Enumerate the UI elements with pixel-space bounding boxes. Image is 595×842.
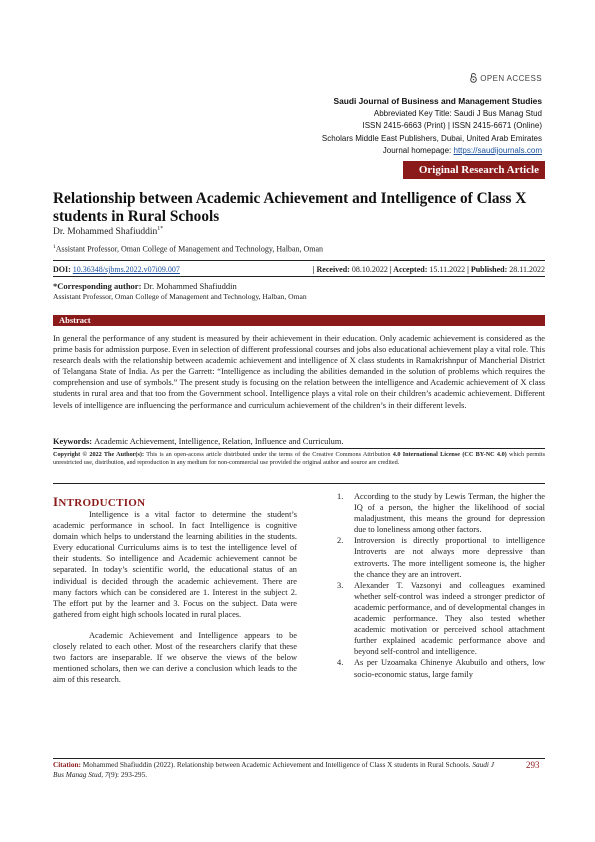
divider-top <box>53 260 545 261</box>
keywords: Keywords: Academic Achievement, Intelligence, Relation, Influence and Curriculum. <box>53 437 344 446</box>
open-access-label: OPEN ACCESS <box>480 73 542 83</box>
open-access-badge <box>470 73 542 83</box>
abstract-text: In general the performance of any student is measured by their achievement in their education. Only academic achievement is considered as the prime basis for admission purpose. Even in selection of different professional courses and jobs also educational achievement play a vital role. This research deals with the relationship between academic achievement and intelligence of X class students in Ramakrishnpur of Mancherial District of Telangana State of India. As per the Garrett: “Intelligence as including the abilities demanded in the solution of problems which requires the comprehension and use of symbols.” The present study is focusing on the relation between the intelligence and Academic achievement of X class students in rural area and that too from the Government school. Intelligence plays a vital role on their children’s academic achievement. Different levels of intelligence are influencing the performance and curriculum achievement of the children’s in their different levels. <box>53 334 545 410</box>
introduction-heading: INTRODUCTION <box>53 494 146 509</box>
author-superscript: 1* <box>157 226 164 232</box>
list-item: 1. According to the study by Lewis Terman, the higher the IQ of a person, the higher the likelihood of social maladjustment, this means the ground for depression due to loneliness among other factors. <box>337 492 545 535</box>
journal-abbrev: Abbreviated Key Title: Saudi J Bus Manag Stud <box>373 108 542 118</box>
page-number: 293 <box>526 760 540 770</box>
divider-keywords <box>53 448 545 449</box>
footer-divider <box>53 758 545 759</box>
doi-link[interactable]: 10.36348/sjbms.2022.v07i09.007 <box>72 265 180 274</box>
intro-paragraph-2: Academic Achievement and Intelligence appears to be closely related to each other. Most of the researchers clarify that these two factors are inseparable. If we observe the views of the below mentioned scholars, then we can derive a conclusion which leads to the aim of this research. <box>53 630 297 685</box>
list-item: 3. Alexander T. Vazsonyi and colleagues examined whether self-control was indeed a stronger predictor of academic performance, and of developmental changes in academic performance. They also tested whether academic motivation or perceived school attachment further explained academic performance above and beyond self-control and intelligence. <box>337 580 545 657</box>
author-name: Dr. Mohammed Shafiuddin$^{1*}$ <box>53 226 164 238</box>
journal-homepage <box>322 145 542 158</box>
divider-doi <box>53 276 545 277</box>
author-affiliation: $^1$Assistant Professor, Oman College of Management and Technology, Halban, Oman <box>53 244 324 254</box>
citation: Citation: Mohammed Shafiuddin (2022). Relationship between Academic Achievement and Intelligence of Class X students in Rural Schools. Saudi J Bus Manag Stud, 7(9): 293-295. <box>53 760 494 779</box>
article-type-banner: Original Research Article <box>403 161 545 179</box>
homepage-link[interactable]: https://saudijournals.com <box>453 146 542 155</box>
journal-issn: ISSN 2415-6663 (Print) | ISSN 2415-6671 (Online) <box>362 121 542 130</box>
corresponding-author: *Corresponding author: Dr. Mohammed Shafiuddin <box>53 281 237 291</box>
doi-dates-row <box>53 265 545 274</box>
intro-list <box>332 491 545 680</box>
copyright-notice: Copyright © 2022 The Author(s): This is an open-access article distributed under the terms of the Creative Commons Attribution 4.0 International License (CC BY-NC 4.0) which permits unrestricted use, distribution, and reproduction in any medium for non-commercial use provided the original author and source are credited. <box>53 451 545 467</box>
list-item: 2. Introversion is directly proportional to intelligence Introverts are not always more depressive than extroverts. The more intelligent someone is, the higher the chance they are an introvert. <box>337 536 545 579</box>
journal-title: Saudi Journal of Business and Management Studies <box>333 96 542 106</box>
homepage-label: Journal homepage: <box>382 146 454 155</box>
journal-info <box>322 95 542 158</box>
introduction-right-column <box>332 491 545 680</box>
introduction-left-column <box>53 509 297 695</box>
dates: | Received: 08.10.2022 | Accepted: 15.11.2022 | Published: 28.11.2022 <box>312 265 545 274</box>
divider-copyright <box>53 483 545 484</box>
abstract-heading: Abstract <box>59 315 91 325</box>
affiliation-superscript: 1 <box>53 244 56 250</box>
intro-paragraph-1: Intelligence is a vital factor to determine the student’s academic performance in school. In fact Intelligence is cognitive domain which helps to understand the learning abilities in the students. Every educational Curriculums aims is to test the intelligence level of their students. So intelligence and Academic achievement cannot be separated. In today’s scientific world, the educational status of an individual is decided through the academic achievement. There are many factors which can be considered are 1. Interest in the subject 2. The effort put by the learner and 3. Focus on the subject. Data were gathered from eight high schools located in rural places. <box>53 510 297 619</box>
list-item: 4. As per Uzoamaka Chinenye Akubuilo and others, low socio-economic status, large family <box>337 658 545 679</box>
open-access-lock-icon <box>470 73 477 83</box>
doi: DOI: 10.36348/sjbms.2022.v07i09.007 <box>53 265 180 274</box>
abstract-heading-bar <box>53 315 545 326</box>
journal-publisher: Scholars Middle East Publishers, Dubai, United Arab Emirates <box>321 133 542 143</box>
article-title: Relationship between Academic Achievement and Intelligence of Class X students in Rural Schools <box>53 190 527 225</box>
corresponding-affiliation: Assistant Professor, Oman College of Management and Technology, Halban, Oman <box>53 292 307 301</box>
